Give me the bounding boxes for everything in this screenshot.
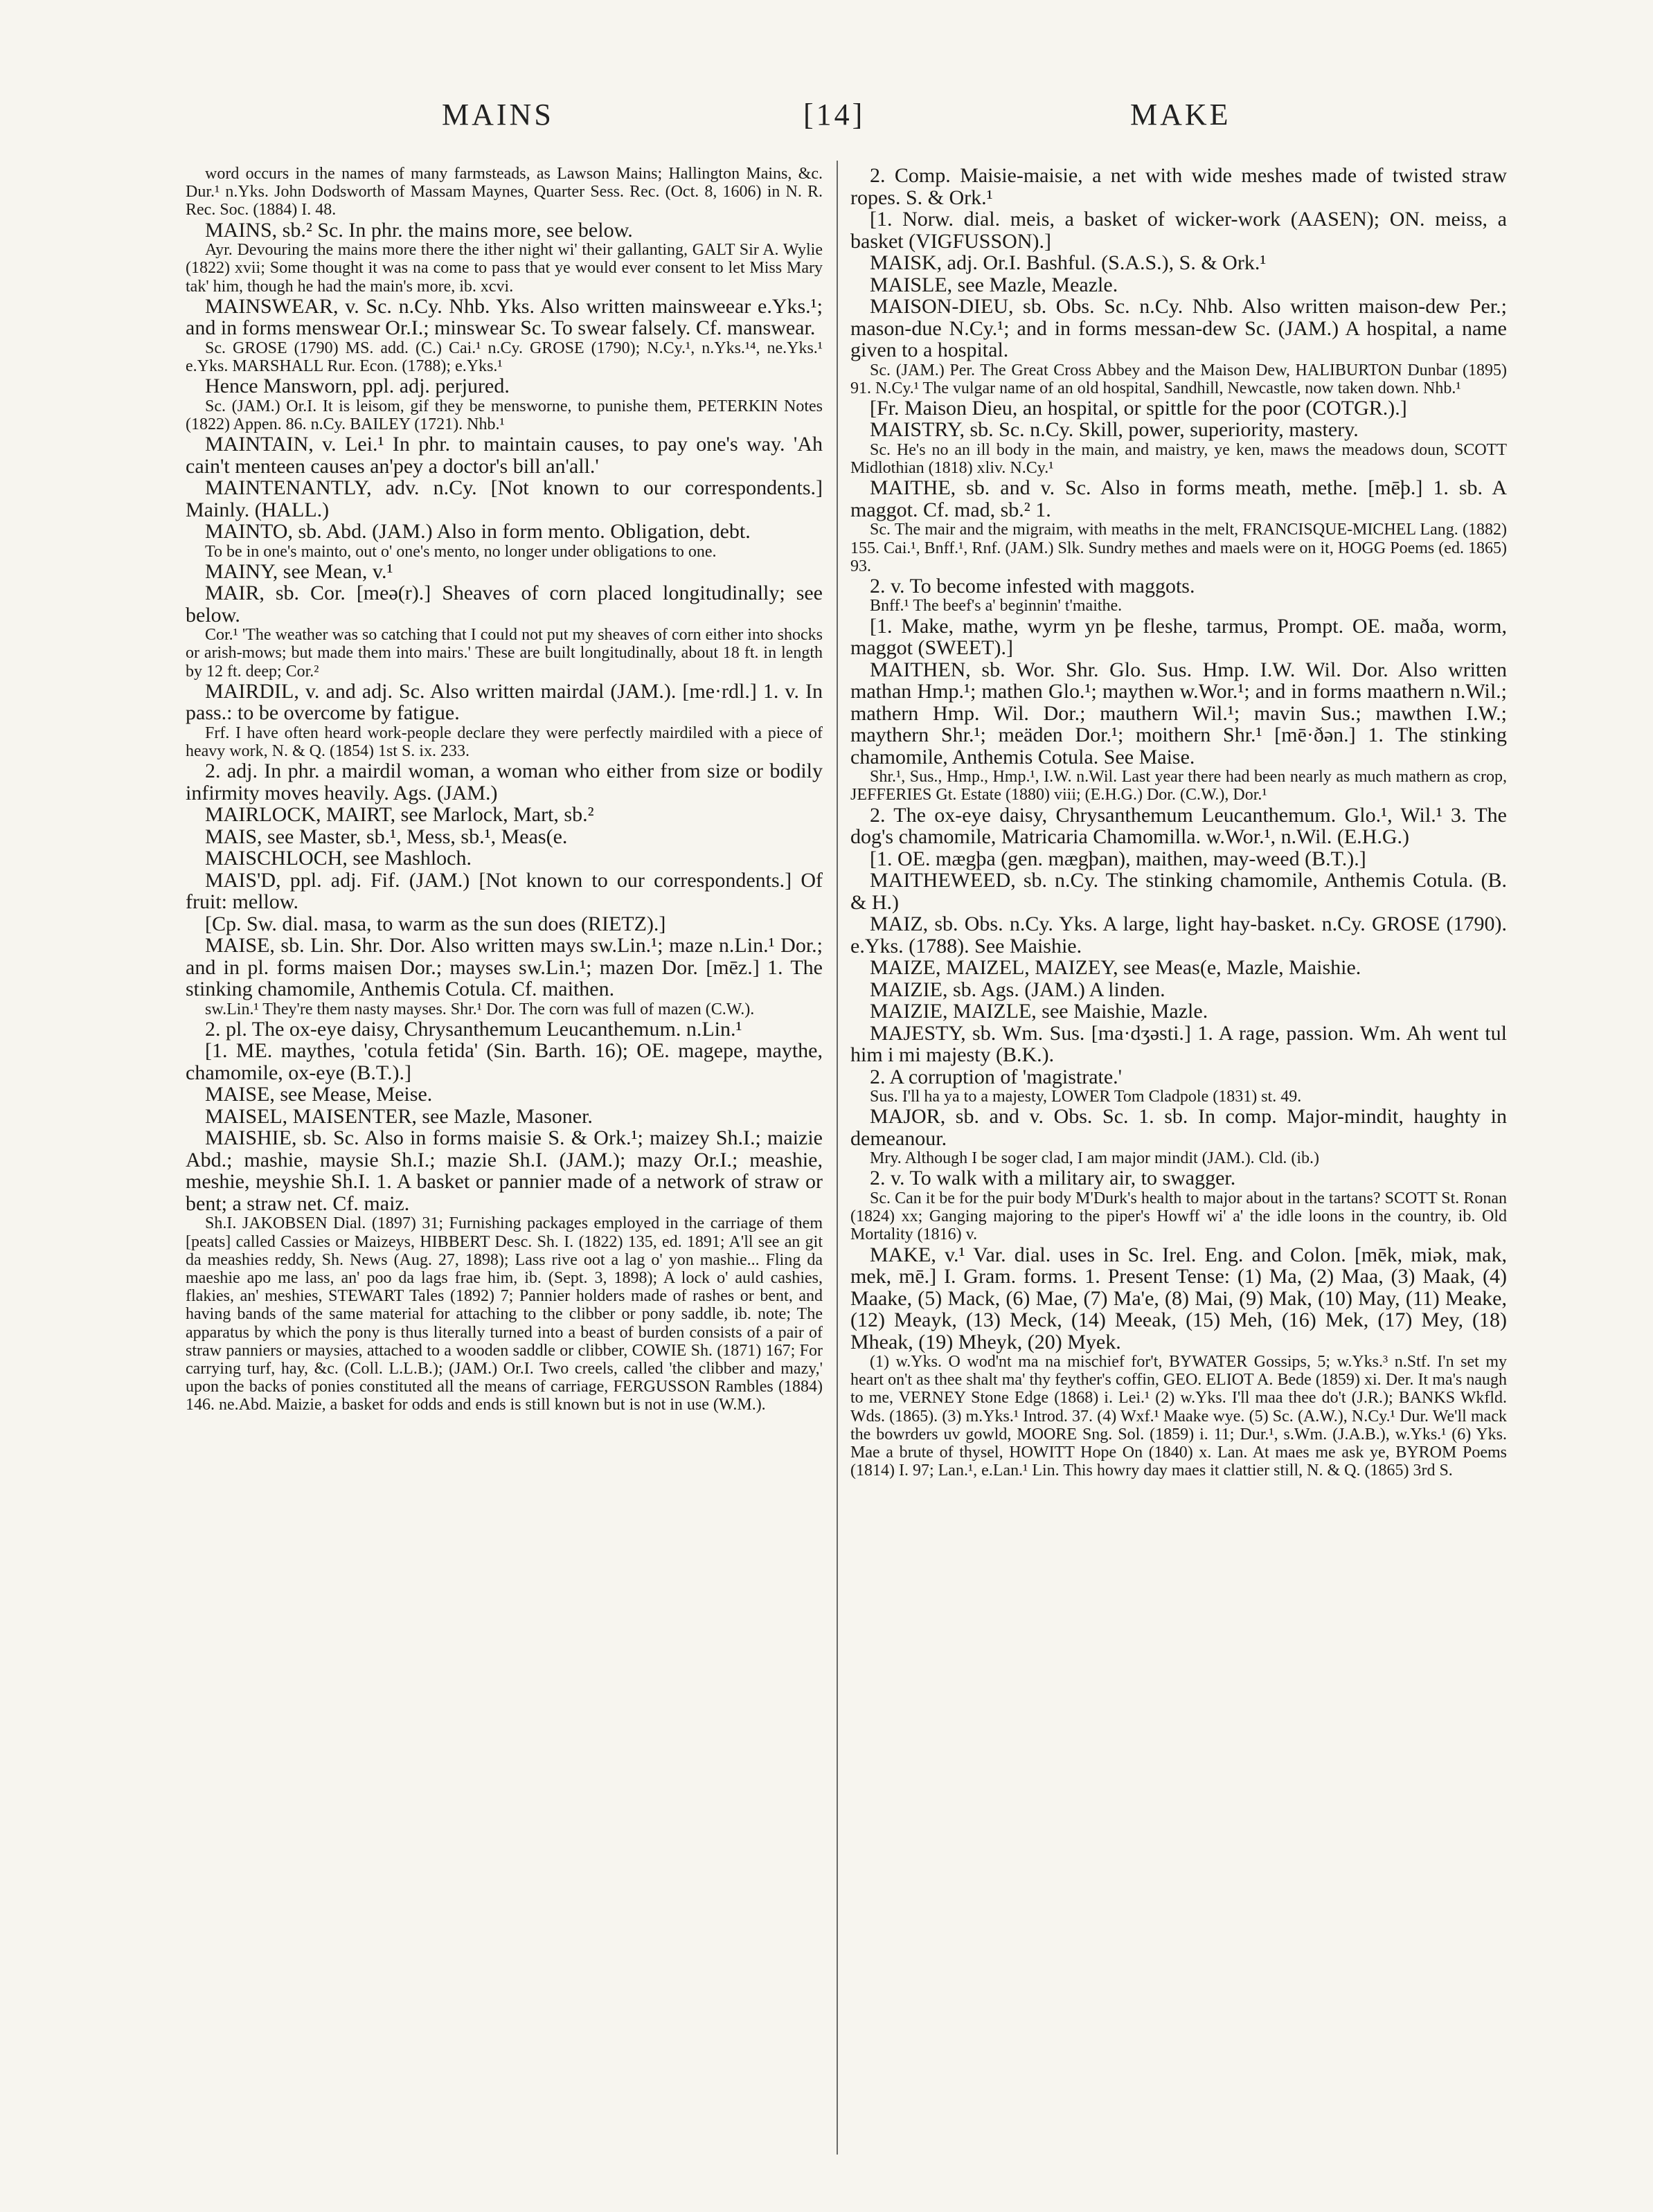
dictionary-entry: MAITHE, sb. and v. Sc. Also in forms meath, methe. [mēþ.] 1. sb. A maggot. Cf. mad, sb.² 1. — [850, 476, 1507, 521]
dictionary-entry: MAISLE, see Mazle, Meazle. — [870, 273, 1118, 296]
dictionary-entry: Sc. (JAM.) Or.I. It is leisom, gif they be mensworne, to punishe them, PETERKIN Notes (1822) Appen. 86. n.Cy. BAILEY (1721). Nhb.¹ — [186, 397, 823, 433]
running-header — [0, 97, 1653, 138]
dictionary-entry: Sh.I. JAKOBSEN Dial. (1897) 31; Furnishing packages employed in the carriage of them [peats] called Cassies or Maizeys, HIBBERT Desc. Sh. I. (1822) 135, ed. 1891; A'll see an git da meashies reddy, Sh. News (Aug. 27, 1898); Lass rive oot a lag o' yon mashie... Fling da maeshie apo me lass, an' poo da lags frae him, ib. (Sept. 3, 1898); A lock o' auld cashies, flakies, an' meshies, STEWART Tales (1892) 7; Pannier holders made of rashes or bent, and having bands of the same material for attaching to the clibber or pony saddle, ib. note; The apparatus by which the pony is thus literally turned into a beast of burden consists of a pair of straw panniers or maysies, attached to a wooden saddle or clibber, COWIE Sh. (1871) 167; For carrying turf, hay, &c. (Coll. L.L.B.); (JAM.) Or.I. Two creels, called 'the clibber and mazy,' upon the backs of ponies constituted all the means of carriage, FERGUSSON Rambles (1884) 146. ne.Abd. Maizie, a basket for odds and ends is still known but is not in use (W.M.). — [186, 1214, 823, 1414]
dictionary-entry: MAIZ, sb. Obs. n.Cy. Yks. A large, light hay-basket. n.Cy. GROSE (1790). e.Yks. (1788). See Maishie. — [850, 912, 1507, 957]
dictionary-entry: MAJESTY, sb. Wm. Sus. [ma·dʒəsti.] 1. A rage, passion. Wm. Ah went tul him i mi majesty (B.K.). — [850, 1021, 1507, 1067]
header-left-guideword: MAINS — [442, 98, 554, 132]
dictionary-entry: 2. A corruption of 'magistrate.' — [870, 1065, 1123, 1088]
header-right-guideword: MAKE — [1130, 98, 1231, 132]
dictionary-entry: [Cp. Sw. dial. masa, to warm as the sun does (RIETZ).] — [205, 912, 666, 935]
dictionary-entry: MAINTENANTLY, adv. n.Cy. [Not known to our correspondents.] Mainly. (HALL.) — [186, 476, 823, 521]
dictionary-entry: MAIZIE, sb. Ags. (JAM.) A linden. — [870, 978, 1165, 1001]
dictionary-entry: MAISCHLOCH, see Mashloch. — [205, 847, 472, 870]
dictionary-entry: Shr.¹, Sus., Hmp., Hmp.¹, I.W. n.Wil. Last year there had been nearly as much mathern as crop, JEFFERIES Gt. Estate (1880) viii; (E.H.G.) Dor. (C.W.), Dor.¹ — [850, 768, 1507, 804]
dictionary-entry: MAIZE, MAIZEL, MAIZEY, see Meas(e, Mazle, Maishie. — [870, 956, 1361, 980]
page-number: [14] — [803, 98, 866, 132]
dictionary-entry: 2. The ox-eye daisy, Chrysanthemum Leucanthemum. Glo.¹, Wil.¹ 3. The dog's chamomile, Matricaria Chamomilla. w.Wor.¹, n.Wil. (E.H.G.) — [850, 803, 1507, 849]
dictionary-entry: [Fr. Maison Dieu, an hospital, or spittle for the poor (COTGR.).] — [870, 396, 1407, 420]
dictionary-entry: Sc. GROSE (1790) MS. add. (C.) Cai.¹ n.Cy. GROSE (1790); N.Cy.¹, n.Yks.¹⁴, ne.Yks.¹ e.Yks. MARSHALL Rur. Econ. (1788); e.Yks.¹ — [186, 339, 823, 375]
dictionary-entry: Sc. He's no an ill body in the main, and maistry, ye ken, maws the meadows doun, SCOTT Midlothian (1818) xliv. N.Cy.¹ — [850, 440, 1507, 478]
left-column — [186, 165, 823, 2186]
dictionary-entry: MAJOR, sb. and v. Obs. Sc. 1. sb. In comp. Major-mindit, haughty in demeanour. — [850, 1105, 1507, 1150]
dictionary-entry: MAINTAIN, v. Lei.¹ In phr. to maintain causes, to pay one's way. 'Ah cain't menteen causes an'pey a doctor's bill an'all.' — [186, 433, 823, 478]
dictionary-entry: sw.Lin.¹ They're them nasty mayses. Shr.¹ Dor. The corn was full of mazen (C.W.). — [205, 1000, 755, 1018]
dictionary-entry: MAIZIE, MAIZLE, see Maishie, Mazle. — [870, 1000, 1208, 1023]
dictionary-entry: MAISON-DIEU, sb. Obs. Sc. n.Cy. Nhb. Also written maison-dew Per.; mason-due N.Cy.¹; and in forms messan-dew Sc. (JAM.) A hospital, a name given to a hospital. — [850, 295, 1507, 361]
dictionary-entry: MAINTO, sb. Abd. (JAM.) Also in form mento. Obligation, debt. — [205, 520, 751, 543]
dictionary-entry: Ayr. Devouring the mains more there the ither night wi' their gallanting, GALT Sir A. Wylie (1822) xvii; Some thought it was na come to pass that ye would ever consent to let Miss Mary tak' him, though he had the main's more, ib. xcvi. — [186, 241, 823, 296]
dictionary-entry: MAIS'D, ppl. adj. Fif. (JAM.) [Not known to our correspondents.] Of fruit: mellow. — [186, 868, 823, 914]
dictionary-entry: Sus. I'll ha ya to a majesty, LOWER Tom Cladpole (1831) st. 49. — [870, 1088, 1302, 1106]
dictionary-entry: MAITHEN, sb. Wor. Shr. Glo. Sus. Hmp. I.W. Wil. Dor. Also written mathan Hmp.¹; mathen Glo.¹; maythen w.Wor.¹; and in forms maathern n.Wil.; mathern Hmp. Wil. Dor.; mauthern Wil.¹; mavin Sus.; mawthen I.W.; maythern Shr.¹; meäden Dor.¹; moithern Shr.¹ [mē·ðən.] 1. The stinking chamomile, Anthemis Cotula. See Maise. — [850, 658, 1507, 768]
dictionary-entry: MAIS, see Master, sb.¹, Mess, sb.¹, Meas(e. — [205, 825, 568, 848]
dictionary-entry: MAITHEWEED, sb. n.Cy. The stinking chamomile, Anthemis Cotula. (B. & H.) — [850, 869, 1507, 914]
dictionary-entry: Hence Mansworn, ppl. adj. perjured. — [205, 375, 510, 398]
dictionary-entry: Sc. Can it be for the puir body M'Durk's health to major about in the tartans? SCOTT St. Ronan (1824) xx; Ganging majoring to the piper's Howff wi' a' the idle loons in the country, ib. Old Mortality (1816) v. — [850, 1189, 1507, 1244]
dictionary-entry: To be in one's mainto, out o' one's mento, no longer under obligations to one. — [205, 542, 717, 561]
dictionary-entry: 2. adj. In phr. a mairdil woman, a woman who either from size or bodily infirmity moves heavily. Ags. (JAM.) — [186, 759, 823, 804]
dictionary-entry: Cor.¹ 'The weather was so catching that I could not put my sheaves of corn either into shocks or arish-mows; but made them into mairs.' These are built longitudinally, about 18 ft. in length by 12 ft. deep; Cor.² — [186, 626, 823, 681]
dictionary-entry: Sc. The mair and the migraim, with meaths in the melt, FRANCISQUE-MICHEL Lang. (1882) 155. Cai.¹, Bnff.¹, Rnf. (JAM.) Slk. Sundry methes and maels were on it, HOGG Poems (ed. 1865) 93. — [850, 521, 1507, 575]
dictionary-entry: [1. Norw. dial. meis, a basket of wicker-work (AASEN); ON. meiss, a basket (VIGFUSSON).] — [850, 208, 1507, 253]
dictionary-entry: MAISTRY, sb. Sc. n.Cy. Skill, power, superiority, mastery. — [870, 418, 1359, 442]
dictionary-entry: Bnff.¹ The beef's a' beginnin' t'maithe. — [870, 597, 1123, 615]
dictionary-entry: MAINSWEAR, v. Sc. n.Cy. Nhb. Yks. Also written mainsweear e.Yks.¹; and in forms menswear Or.I.; minswear Sc. To swear falsely. Cf. manswear. — [186, 294, 823, 340]
dictionary-entry: MAIR, sb. Cor. [meə(r).] Sheaves of corn placed longitudinally; see below. — [186, 582, 823, 627]
dictionary-entry: Mry. Although I be soger clad, I am major mindit (JAM.). Cld. (ib.) — [870, 1149, 1320, 1168]
dictionary-entry: [1. ME. maythes, 'cotula fetida' (Sin. Barth. 16); OE. magepe, maythe, chamomile, ox-eye (B.T.).] — [186, 1039, 823, 1084]
dictionary-entry: Frf. I have often heard work-people declare they were perfectly mairdiled with a piece of heavy work, N. & Q. (1854) 1st S. ix. 233. — [186, 723, 823, 761]
dictionary-entry: MAIRLOCK, MAIRT, see Marlock, Mart, sb.² — [205, 803, 594, 827]
dictionary-entry: 2. v. To walk with a military air, to swagger. — [870, 1167, 1236, 1190]
dictionary-entry: MAIRDIL, v. and adj. Sc. Also written mairdal (JAM.). [me·rdl.] 1. v. In pass.: to be overcome by fatigue. — [186, 679, 823, 725]
dictionary-entry: 2. v. To become infested with maggots. — [870, 574, 1195, 597]
dictionary-entry: word occurs in the names of many farmsteads, as Lawson Mains; Hallington Mains, &c. Dur.¹ n.Yks. John Dodsworth of Massam Maynes, Quarter Sess. Rec. (Oct. 8, 1606) in N. R. Rec. Soc. (1884) I. 48. — [186, 165, 823, 219]
dictionary-entry: (1) w.Yks. O wod'nt ma na mischief for't, BYWATER Gossips, 5; w.Yks.³ n.Stf. I'n set my heart on't as thee shalt ma' thy feyther's coffin, GEO. ELIOT A. Bede (1859) xi. Der. It ma's naugh to me, VERNEY Stone Edge (1868) i. Lei.¹ (2) w.Yks. I'll maa thee do't (J.R.); BANKS Wkfld. Wds. (1865). (3) m.Yks.¹ Introd. 37. (4) Wxf.¹ Maake wye. (5) Sc. (A.W.), N.Cy.¹ Dur. We'll mack the bowrders uv gowld, MOORE Sng. Sol. (1859) i. 11; Dur.¹, s.Wm. (J.A.B.), w.Yks.¹ (6) Yks. Mae a brute of thysel, HOWITT Hope On (1840) x. Lan. At maes me ask ye, BYROM Poems (1814) I. 97; Lan.¹, e.Lan.¹ Lin. This howry day maes it clattier still, N. & Q. (1865) 3rd S. — [850, 1353, 1507, 1480]
dictionary-entry: MAISHIE, sb. Sc. Also in forms maisie S. & Ork.¹; maizey Sh.I.; maizie Abd.; mashie, maysie Sh.I.; mazie Sh.I. (JAM.); mazy Or.I.; meashie, meshie, meyshie Sh.I. 1. A basket or pannier made of a network of straw or bent; a straw net. Cf. maiz. — [186, 1126, 823, 1215]
dictionary-entry: MAISE, see Mease, Meise. — [205, 1083, 433, 1106]
dictionary-entry: MAINY, see Mean, v.¹ — [205, 559, 393, 583]
dictionary-entry: 2. Comp. Maisie-maisie, a net with wide meshes made of twisted straw ropes. S. & Ork.¹ — [850, 165, 1507, 209]
dictionary-entry: MAKE, v.¹ Var. dial. uses in Sc. Irel. Eng. and Colon. [mēk, miək, mak, mek, mē.] I. Gram. forms. 1. Present Tense: (1) Ma, (2) Maa, (3) Maak, (4) Maake, (5) Mack, (6) Mae, (7) Ma'e, (8) Mai, (9) Mak, (10) May, (11) Meake, (12) Meayk, (13) Meck, (14) Meeak, (15) Meh, (16) Mek, (17) Mey, (18) Mheak, (19) Mheyk, (20) Myek. — [850, 1243, 1507, 1354]
dictionary-entry: Sc. (JAM.) Per. The Great Cross Abbey and the Maison Dew, HALIBURTON Dunbar (1895) 91. N.Cy.¹ The vulgar name of an old hospital, Sandhill, Newcastle, now taken down. Nhb.¹ — [850, 361, 1507, 397]
right-column — [850, 165, 1507, 2186]
dictionary-entry: MAISE, sb. Lin. Shr. Dor. Also written mays sw.Lin.¹; maze n.Lin.¹ Dor.; and in pl. forms maisen Dor.; mayses sw.Lin.¹; mazen Dor. [mēz.] 1. The stinking chamomile, Anthemis Cotula. Cf. maithen. — [186, 934, 823, 1001]
dictionary-entry: MAINS, sb.² Sc. In phr. the mains more, see below. — [205, 218, 633, 242]
dictionary-entry: MAISK, adj. Or.I. Bashful. (S.A.S.), S. & Ork.¹ — [870, 251, 1267, 274]
dictionary-entry: 2. pl. The ox-eye daisy, Chrysanthemum Leucanthemum. n.Lin.¹ — [205, 1017, 742, 1041]
dictionary-entry: [1. Make, mathe, wyrm yn þe fleshe, tarmus, Prompt. OE. maða, worm, maggot (SWEET).] — [850, 614, 1507, 660]
column-divider — [837, 161, 838, 2155]
dictionary-entry: MAISEL, MAISENTER, see Mazle, Masoner. — [205, 1104, 593, 1128]
dictionary-entry: [1. OE. mægþa (gen. mægþan), maithen, may-weed (B.T.).] — [870, 847, 1366, 870]
